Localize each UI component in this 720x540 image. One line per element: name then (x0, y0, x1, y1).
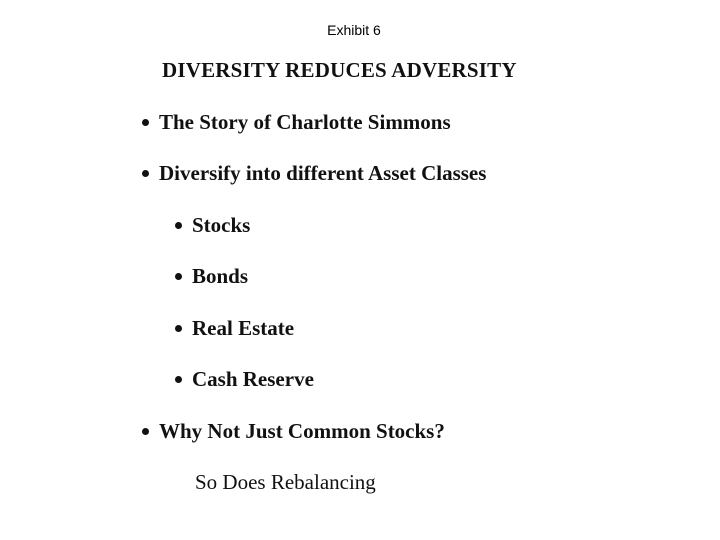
footer-note: So Does Rebalancing (195, 470, 376, 494)
bullet-dot-icon (175, 376, 182, 383)
bullet-label: Diversify into different Asset Classes (159, 161, 487, 185)
sub-bullet-label: Bonds (192, 264, 249, 288)
bullet-dot-icon (175, 273, 182, 280)
bullet-item (142, 163, 486, 184)
bullet-dot-icon (142, 119, 149, 126)
bullet-label: Why Not Just Common Stocks? (159, 419, 445, 443)
exhibit-label: Exhibit 6 (327, 22, 381, 38)
bullet-label: The Story of Charlotte Simmons (159, 110, 451, 134)
sub-bullet-label: Real Estate (192, 316, 295, 340)
bullet-dot-icon (175, 325, 182, 332)
sub-bullet-item (175, 369, 314, 390)
bullet-item (142, 112, 451, 133)
sub-bullet-item (175, 266, 248, 287)
slide-title: DIVERSITY REDUCES ADVERSITY (162, 58, 517, 82)
sub-bullet-label: Stocks (192, 213, 251, 237)
bullet-item (142, 421, 445, 442)
bullet-dot-icon (142, 170, 149, 177)
sub-bullet-item (175, 318, 294, 339)
bullet-dot-icon (175, 222, 182, 229)
bullet-dot-icon (142, 428, 149, 435)
sub-bullet-item (175, 215, 250, 236)
sub-bullet-label: Cash Reserve (192, 367, 314, 391)
